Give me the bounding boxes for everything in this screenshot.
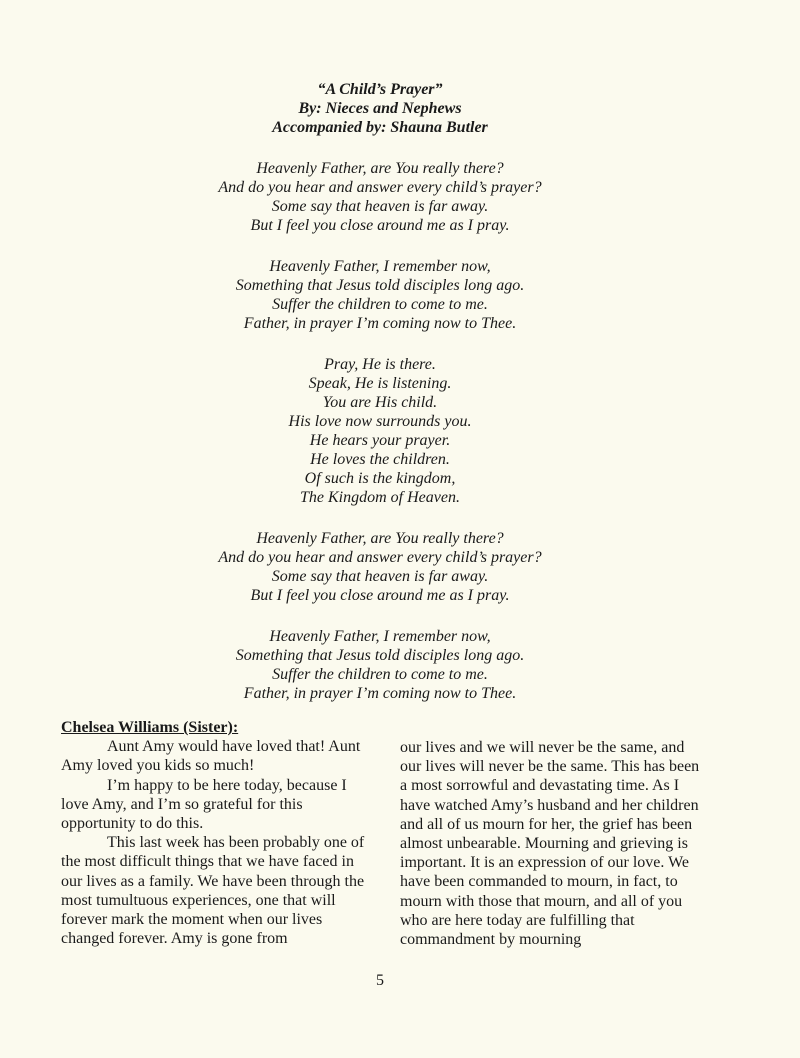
tribute-right-column (400, 738, 700, 949)
poem-line: The Kingdom of Heaven. (300, 489, 460, 506)
poem-line: His love now surrounds you. (288, 413, 472, 430)
poem-accompanist: Accompanied by: Shauna Butler (272, 119, 488, 136)
poem-line: Some say that heaven is far away. (271, 198, 489, 215)
tribute-paragraph: I’m happy to be here today, because I love Amy, and I’m so grateful for this opportunity to do this. (61, 776, 347, 833)
poem-line: Pray, He is there. (324, 356, 436, 373)
tribute-left-column (61, 718, 371, 948)
poem-line: Heavenly Father, are You really there? (256, 160, 504, 177)
stanza-3 (0, 355, 760, 507)
poem-line: Something that Jesus told disciples long ago. (235, 647, 525, 664)
poem (0, 80, 760, 725)
poem-line: Heavenly Father, I remember now, (269, 628, 491, 645)
stanza-4 (0, 529, 760, 605)
poem-line: But I feel you close around me as I pray. (250, 217, 510, 234)
poem-line: Father, in prayer I’m coming now to Thee. (243, 315, 517, 332)
speaker-heading: Chelsea Williams (Sister): (61, 719, 239, 736)
poem-line: Suffer the children to come to me. (272, 296, 488, 313)
poem-line: Speak, He is listening. (308, 375, 452, 392)
poem-line: He loves the children. (310, 451, 450, 468)
poem-line: Of such is the kingdom, (304, 470, 456, 487)
tribute-paragraph-continued: our lives and we will never be the same, and our lives will never be the same. This has been a most sorrowful and devastating time. As I have watched Amy’s husband and her children and all of us mourn for her, the grief has been almost unbearable. Mourning and grieving is important. It is an expression of our love. We have been commanded to mourn, in fact, to mourn with those that mourn, and all of you who are here today are fulfilling that commandment by mourning (400, 739, 700, 949)
poem-line: Heavenly Father, are You really there? (256, 530, 504, 547)
poem-line: Some say that heaven is far away. (271, 568, 489, 585)
stanza-2 (0, 257, 760, 333)
poem-line: You are His child. (322, 394, 438, 411)
tribute-paragraph: Aunt Amy would have loved that! Aunt Amy loved you kids so much! (61, 738, 361, 775)
poem-line: And do you hear and answer every child’s prayer? (218, 179, 542, 196)
stanza-5 (0, 627, 760, 703)
poem-line: Heavenly Father, I remember now, (269, 258, 491, 275)
tribute-paragraph: This last week has been probably one of the most difficult things that we have faced in our lives as a family. We have been through the most tumultuous experiences, one that will forever mark the moment when our lives changed forever. Amy is gone from (61, 834, 365, 948)
poem-line: But I feel you close around me as I pray. (250, 587, 510, 604)
poem-header (0, 80, 760, 137)
poem-line: He hears your prayer. (309, 432, 451, 449)
poem-byline: By: Nieces and Nephews (298, 100, 462, 117)
page-number: 5 (376, 972, 384, 989)
poem-line: Suffer the children to come to me. (272, 666, 488, 683)
poem-title: “A Child’s Prayer” (317, 81, 443, 98)
poem-line: Father, in prayer I’m coming now to Thee. (243, 685, 517, 702)
poem-line: And do you hear and answer every child’s prayer? (218, 549, 542, 566)
stanza-1 (0, 159, 760, 235)
poem-line: Something that Jesus told disciples long ago. (235, 277, 525, 294)
